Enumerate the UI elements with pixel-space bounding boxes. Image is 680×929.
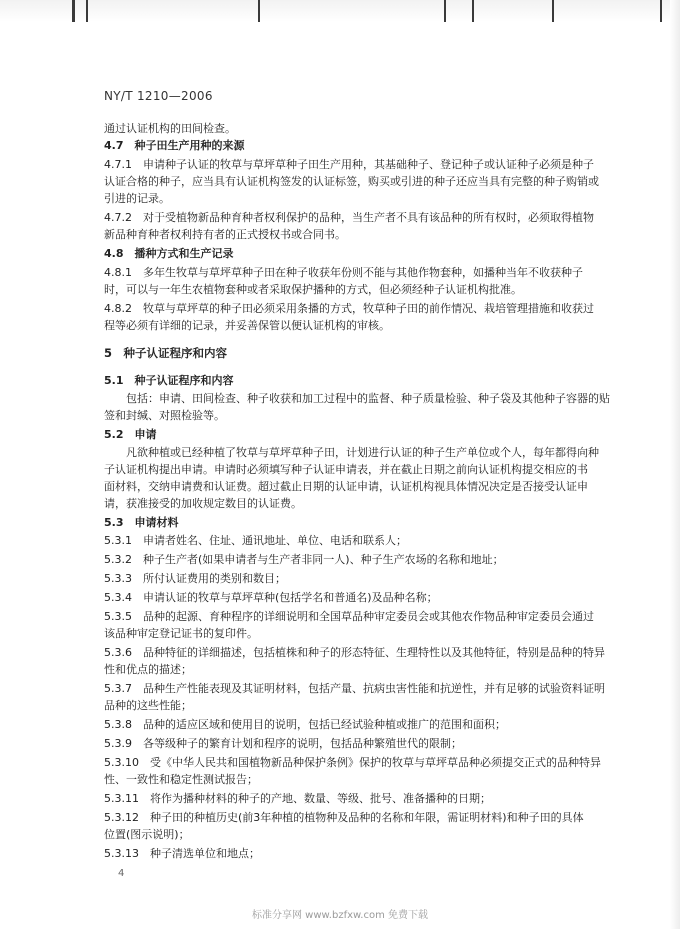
text-line: 5.3.1 申请者姓名、住址、通讯地址、单位、电话和联系人；	[104, 534, 407, 547]
text-line: 5.3.4 申请认证的牧草与草坪草种(包括学名和普通名)及品种名称；	[104, 591, 438, 604]
scan-mark	[72, 0, 75, 22]
text-line: 位置(图示说明)；	[104, 828, 190, 841]
scan-shadow-right	[670, 0, 680, 929]
text-line: 通过认证机构的田间检查。	[104, 122, 236, 135]
heading-5-2: 5.2 申请	[104, 428, 157, 441]
text-line: 5.3.7 品种生产性能表现及其证明材料，包括产量、抗病虫害性能和抗逆性，并有足够的试验资料证明	[104, 682, 605, 695]
text-line: 4.7.1 申请种子认证的牧草与草坪草种子田生产用种，其基础种子、登记种子或认证种子必须是种子	[104, 158, 594, 171]
text-line: 5.3.9 各等级种子的繁育计划和程序的说明，包括品种繁殖世代的限制；	[104, 737, 462, 750]
text-line: 程等必须有详细的记录，并妥善保管以便认证机构的审核。	[104, 319, 390, 332]
text-line: 5.3.10 受《中华人民共和国植物新品种保护条例》保护的牧草与草坪草品种必须提交正式的品种特异	[104, 756, 601, 769]
section-5-title: 5 种子认证程序和内容	[104, 346, 228, 360]
text-line: 时，可以与一年生农植物套种或者采取保护播种的方式，但必须经种子认证机构批准。	[104, 283, 522, 296]
text-line: 5.3.13 种子清选单位和地点；	[104, 847, 260, 860]
text-line: 新品种育种者权利持有者的正式授权书或合同书。	[104, 228, 346, 241]
text-line: 子认证机构提出申请。申请时必须填写种子认证申请表，并在截止日期之前向认证机构提交相应的书	[104, 463, 588, 476]
text-line: 性和优点的描述；	[104, 663, 192, 676]
heading-5-3: 5.3 申请材料	[104, 516, 179, 529]
text-line: 4.7.2 对于受植物新品种育种者权利保护的品种，当生产者不具有该品种的所有权时，必须取得植物	[104, 211, 594, 224]
page-number: 4	[118, 868, 125, 879]
text-line: 4.8.2 牧草与草坪草的种子田必须采用条播的方式，牧草种子田的前作情况、栽培管理措施和收获过	[104, 302, 594, 315]
scan-mark	[86, 0, 88, 22]
text-line: 面材料，交纳申请费和认证费。超过截止日期的认证申请，认证机构视具体情况决定是否接受认证申	[104, 480, 588, 493]
text-line: 品种的这些性能；	[104, 699, 192, 712]
text-line: 5.3.6 品种特征的详细描述，包括植株和种子的形态特征、生理特性以及其他特征，特别是品种的特异	[104, 646, 605, 659]
text-line: 5.3.8 品种的适应区域和使用目的说明，包括已经试验种植或推广的范围和面积；	[104, 718, 506, 731]
heading-4-8: 4.8 播种方式和生产记录	[104, 247, 234, 260]
heading-4-7: 4.7 种子田生产用种的来源	[104, 139, 245, 152]
text-line: 5.3.3 所付认证费用的类别和数目；	[104, 572, 286, 585]
scan-mark	[472, 0, 474, 22]
scan-mark	[552, 0, 554, 22]
text-line: 认证合格的种子，应当具有认证机构签发的认证标签，购买或引进的种子还应当具有完整的种子购销或	[104, 175, 599, 188]
watermark-footer: 标准分享网 www.bzfxw.com 免费下载	[252, 910, 428, 921]
scan-mark	[660, 0, 662, 22]
text-line: 包括：申请、田间检查、种子收获和加工过程中的监督、种子质量检验、种子袋及其他种子容器的贴	[126, 392, 610, 405]
text-line: 4.8.1 多年生牧草与草坪草种子田在种子收获年份则不能与其他作物套种，如播种当年不收获种子	[104, 266, 583, 279]
text-line: 引进的记录。	[104, 192, 170, 205]
text-line: 5.3.11 将作为播种材料的种子的产地、数量、等级、批号、准备播种的日期；	[104, 792, 491, 805]
text-line: 5.3.5 品种的起源、育种程序的详细说明和全国草品种审定委员会或其他农作物品种审定委员会通过	[104, 610, 594, 623]
text-line: 5.3.2 种子生产者(如果申请者与生产者非同一人)、种子生产农场的名称和地址；	[104, 553, 504, 566]
text-line: 5.3.12 种子田的种植历史(前3年种植的植物种及品种的名称和年限，需证明材料)和种子田的具体	[104, 811, 584, 824]
text-line: 凡欲种植或已经种植了牧草与草坪草种子田，计划进行认证的种子生产单位或个人，每年都得向种	[126, 446, 599, 459]
text-line: 签和封缄、对照检验等。	[104, 409, 225, 422]
heading-5-1: 5.1 种子认证程序和内容	[104, 374, 234, 387]
standard-code-header: NY/T 1210—2006	[104, 89, 213, 103]
scan-mark	[258, 0, 260, 22]
text-line: 性、一致性和稳定性测试报告；	[104, 773, 258, 786]
text-line: 该品种审定登记证书的复印件。	[104, 627, 258, 640]
text-line: 请，获准接受的加收规定数目的认证费。	[104, 497, 302, 510]
scan-shadow-top	[0, 0, 680, 22]
scan-mark	[444, 0, 446, 22]
